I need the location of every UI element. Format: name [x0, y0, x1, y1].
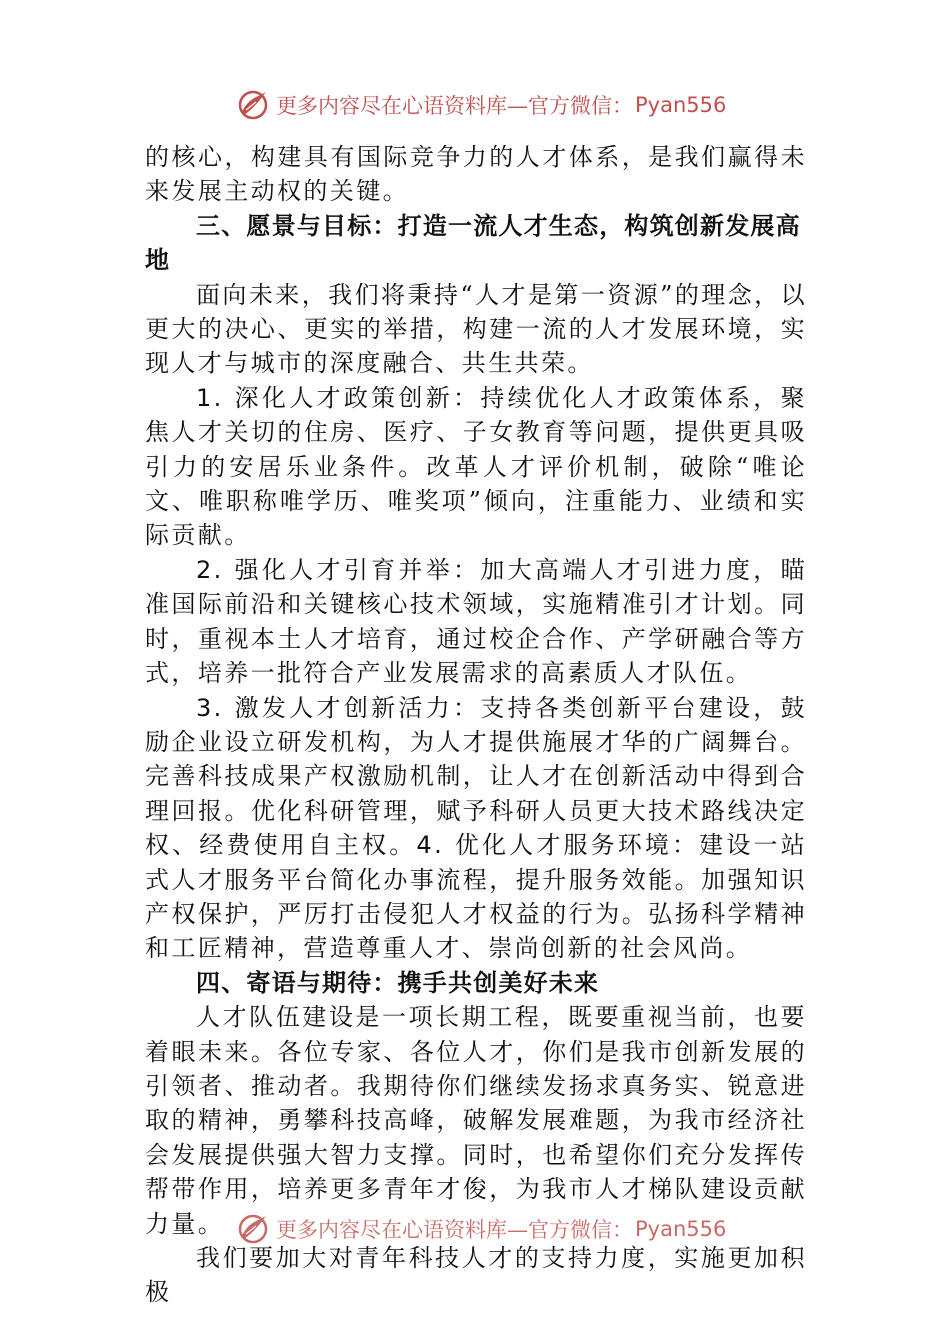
section-heading-4: 四、寄语与期待：携手共创美好未来 — [196, 968, 600, 997]
footer-watermark — [236, 1212, 726, 1246]
list-item-3 — [145, 691, 807, 966]
watermark-wechat-id: Pyan556 — [635, 1217, 727, 1241]
quill-swirl-logo-icon — [236, 88, 270, 122]
list-item-2 — [145, 553, 807, 691]
list-item-4-lead: 4. 优化人才服务环境： — [416, 831, 700, 860]
quill-swirl-logo-icon — [236, 1212, 270, 1246]
watermark-text: 更多内容尽在心语资料库—官方微信： — [276, 94, 633, 118]
list-item-1 — [145, 381, 807, 553]
list-item-1-text: 持续优化人才政策体系，聚焦人才关切的住房、医疗、子女教育等问题，提供更具吸引力的安居乐业条件。改革人才评价机制，破除“唯论文、唯职称唯学历、唯奖项”倾向，注重能力、业绩和实际贡献。 — [145, 383, 807, 550]
watermark-text: 更多内容尽在心语资料库—官方微信： — [276, 1218, 633, 1242]
list-item-2-text: 加大高端人才引进力度，瞄准国际前沿和关键核心技术领域，实施精准引才计划。同时，重视本土人才培育，通过校企合作、产学研融合等方式，培养一批符合产业发展需求的高素质人才队伍。 — [145, 555, 807, 688]
header-watermark — [236, 88, 726, 122]
last-paragraph: 我们要加大对青年科技人才的支持力度，实施更加积极 — [145, 1244, 807, 1307]
list-item-4-text: 建设一站式人才服务平台简化办事流程，提升服务效能。加强知识产权保护，严厉打击侵犯人才权益的行为。弘扬科学精神和工匠精神，营造尊重人才、崇尚创新的社会风尚。 — [145, 831, 807, 963]
expectation-paragraph: 人才队伍建设是一项长期工程，既要重视当前，也要着眼未来。各位专家、各位人才，你们是我市创新发展的引领者、推动者。我期待你们继续发扬求真务实、锐意进取的精神，勇攀科技高峰，破解发展难题，为我市经济社会发展提供强大智力支撑。同时，也希望你们充分发挥传帮带作用，培养更多青年才俊，为我市人才梯队建设贡献力量。 — [145, 1003, 807, 1238]
list-item-3-text: 支持各类创新平台建设，鼓励企业设立研发机构，为人才提供施展才华的广阔舞台。完善科技成果产权激励机制，让人才在创新活动中得到合理回报。优化科研管理，赋予科研人员更大技术路线决定权、经费使用自主权。 — [145, 693, 807, 860]
document-body — [145, 140, 807, 1310]
watermark-wechat-id: Pyan556 — [635, 93, 727, 117]
list-item-3-lead: 3. 激发人才创新活力： — [196, 693, 481, 722]
intro-paragraph: 的核心，构建具有国际竞争力的人才体系，是我们赢得未来发展主动权的关键。 — [145, 143, 807, 206]
list-item-2-lead: 2. 强化人才引育并举： — [196, 555, 481, 584]
vision-paragraph: 面向未来，我们将秉持“人才是第一资源”的理念，以更大的决心、更实的举措，构建一流的人才发展环境，实现人才与城市的深度融合、共生共荣。 — [145, 280, 807, 378]
list-item-1-lead: 1. 深化人才政策创新： — [196, 383, 481, 412]
section-heading-3: 三、愿景与目标：打造一流人才生态，构筑创新发展高地 — [145, 211, 801, 275]
